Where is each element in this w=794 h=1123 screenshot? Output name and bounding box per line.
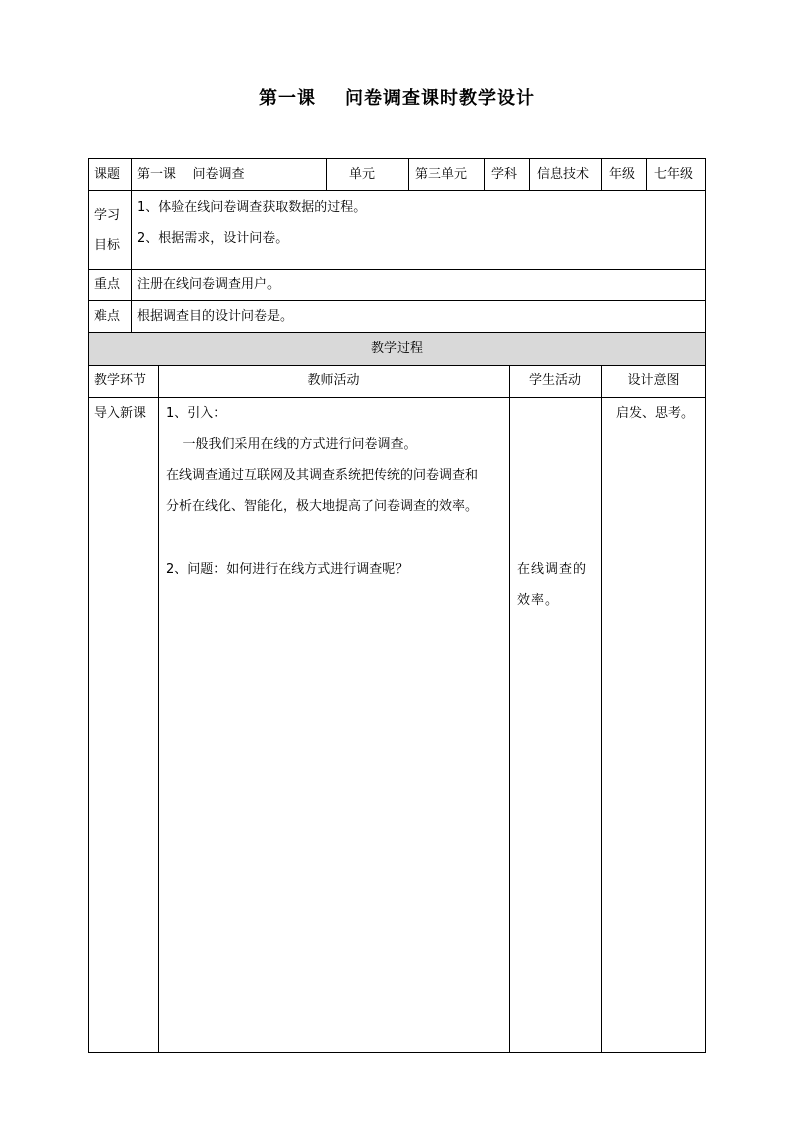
grade-label: 年级 bbox=[609, 167, 636, 182]
objectives-label-line1: 学习 bbox=[94, 208, 121, 223]
key-point-label: 重点 bbox=[94, 277, 121, 292]
teacher-line: 在线调查通过互联网及其调查系统把传统的问卷调查和 bbox=[166, 468, 479, 483]
col-teacher-header: 教师活动 bbox=[307, 373, 360, 388]
rule bbox=[484, 158, 485, 190]
process-heading: 教学过程 bbox=[370, 341, 423, 356]
topic-label: 课题 bbox=[94, 167, 121, 182]
objective-item: 2、根据需求，设计问卷。 bbox=[137, 231, 289, 246]
rule bbox=[601, 365, 602, 1052]
lesson-plan-table bbox=[88, 158, 706, 1052]
objectives-label-line2: 目标 bbox=[94, 238, 121, 253]
rule bbox=[646, 158, 647, 190]
rule bbox=[88, 365, 706, 366]
unit-value: 第三单元 bbox=[415, 167, 468, 182]
col-stage-header: 教学环节 bbox=[94, 373, 147, 388]
subject-label: 学科 bbox=[491, 167, 518, 182]
rule bbox=[509, 365, 510, 1052]
student-activity-line: 在线调查的 bbox=[517, 562, 588, 577]
objective-item: 1、体验在线问卷调查获取数据的过程。 bbox=[137, 200, 367, 215]
rule bbox=[326, 158, 327, 190]
rule bbox=[88, 300, 706, 301]
teacher-line: 一般我们采用在线的方式进行问卷调查。 bbox=[166, 437, 417, 452]
rule bbox=[705, 158, 706, 1053]
difficulty-value: 根据调查目的设计问卷是。 bbox=[137, 309, 294, 324]
topic-value: 第一课 问卷调查 bbox=[137, 167, 245, 182]
subject-value: 信息技术 bbox=[537, 167, 590, 182]
rule bbox=[88, 158, 706, 159]
rule bbox=[88, 269, 706, 270]
rule bbox=[88, 158, 89, 1053]
teacher-question: 2、问题：如何进行在线方式进行调查呢？ bbox=[166, 562, 409, 577]
student-activity-line: 效率。 bbox=[517, 593, 560, 608]
stage-value: 导入新课 bbox=[94, 406, 147, 421]
design-intent: 启发、思考。 bbox=[616, 406, 695, 421]
rule bbox=[158, 365, 159, 1052]
rule bbox=[601, 158, 602, 190]
page-title: 第一课 问卷调查课时教学设计 bbox=[258, 88, 536, 109]
teacher-intro-label: 1、引入： bbox=[166, 406, 227, 421]
col-student-header: 学生活动 bbox=[528, 373, 581, 388]
rule bbox=[88, 332, 706, 333]
grade-value: 七年级 bbox=[654, 167, 694, 182]
rule bbox=[529, 158, 530, 190]
unit-label: 单元 bbox=[349, 167, 376, 182]
rule bbox=[88, 1052, 706, 1053]
col-intent-header: 设计意图 bbox=[627, 373, 680, 388]
key-point-value: 注册在线问卷调查用户。 bbox=[137, 277, 281, 292]
rule bbox=[131, 158, 132, 332]
teacher-line: 分析在线化、智能化，极大地提高了问卷调查的效率。 bbox=[166, 499, 479, 514]
rule bbox=[88, 190, 706, 191]
difficulty-label: 难点 bbox=[94, 309, 121, 324]
rule bbox=[408, 158, 409, 190]
